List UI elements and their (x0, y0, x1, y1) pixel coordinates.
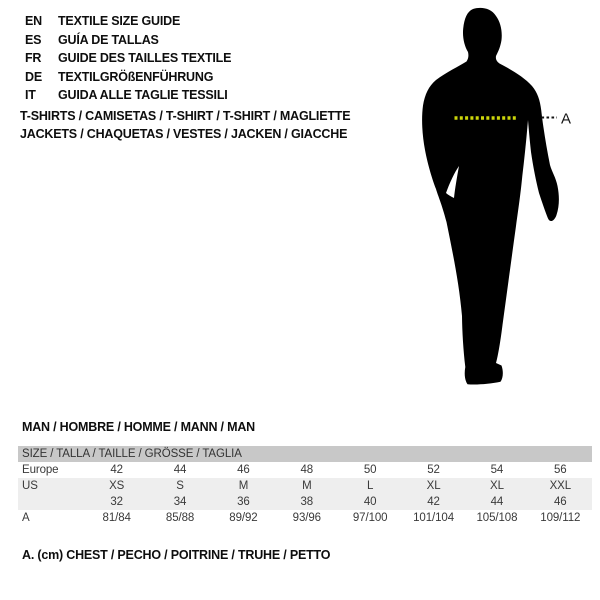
language-label: GUIDE DES TAILLES TEXTILE (58, 51, 232, 66)
row-label: US (22, 480, 38, 492)
size-value-cell: 109/112 (540, 512, 581, 524)
size-value-cell: XS (109, 480, 125, 492)
language-code: IT (25, 88, 36, 103)
size-value-cell: 56 (554, 464, 567, 476)
size-value-cell: 42 (110, 464, 123, 476)
footnote-chest: A. (cm) CHEST / PECHO / POITRINE / TRUHE / PETTO (22, 548, 331, 562)
man-silhouette (422, 8, 559, 385)
size-value-cell: 48 (300, 464, 314, 476)
size-value-cell: 52 (427, 464, 440, 476)
size-value-cell: 32 (110, 496, 123, 508)
language-code: ES (25, 32, 42, 47)
size-value-cell: 93/96 (292, 512, 321, 524)
language-row-es (25, 31, 231, 50)
size-value-cell: 50 (363, 464, 377, 476)
language-label: TEXTILGRÖßENFÜHRUNG (58, 69, 214, 84)
language-code: DE (25, 69, 42, 84)
size-value-cell: 105/108 (476, 512, 518, 524)
table-row (18, 462, 592, 478)
size-value-cell: 44 (490, 496, 504, 508)
size-value-cell: 101/104 (413, 512, 454, 524)
size-value-cell: XXL (549, 480, 572, 492)
size-value-cell: XL (490, 480, 504, 492)
category-line-tshirts: T-SHIRTS / CAMISETAS / T-SHIRT / T-SHIRT / MAGLIETTE (20, 109, 351, 123)
table-row (18, 478, 592, 494)
size-value-cell: 97/100 (352, 512, 388, 524)
size-value-cell: M (238, 480, 249, 492)
size-value-cell: 81/84 (102, 512, 131, 524)
section-title-man: MAN / HOMBRE / HOMME / MANN / MAN (22, 420, 255, 434)
size-value-cell: M (302, 480, 312, 492)
size-value-cell: 54 (490, 464, 504, 476)
size-value-cell: 36 (237, 496, 250, 508)
row-label: Europe (22, 464, 59, 476)
size-value-cell: L (367, 480, 374, 492)
category-line-jackets: JACKETS / CHAQUETAS / VESTES / JACKEN / GIACCHE (20, 127, 348, 141)
size-value-cell: 44 (173, 464, 187, 476)
size-value-cell: S (176, 480, 184, 492)
language-row-it (25, 86, 231, 105)
size-value-cell: 46 (237, 464, 250, 476)
size-value-cell: XL (426, 480, 441, 492)
size-value-cell: 42 (427, 496, 440, 508)
garment-categories (20, 107, 350, 143)
language-row-en (25, 12, 231, 31)
language-label: GUIDA ALLE TAGLIE TESSILI (58, 88, 228, 103)
language-code: FR (25, 51, 42, 66)
table-row (18, 510, 592, 526)
size-table (18, 446, 592, 526)
size-value-cell: 38 (300, 496, 314, 508)
measure-label-a: A (561, 110, 572, 128)
table-row (18, 494, 592, 510)
language-label: GUÍA DE TALLAS (58, 32, 159, 47)
language-row-de (25, 68, 231, 87)
language-label: TEXTILE SIZE GUIDE (58, 14, 181, 28)
size-value-cell: 34 (173, 496, 187, 508)
row-label: A (22, 512, 30, 524)
size-table-rows (18, 462, 592, 526)
size-table-header: SIZE / TALLA / TAILLE / GRÖSSE / TAGLIA (18, 446, 592, 462)
language-guide-list (25, 12, 231, 105)
size-value-cell: 85/88 (165, 512, 195, 524)
size-value-cell: 46 (554, 496, 567, 508)
man-silhouette-figure (395, 0, 600, 400)
row-label (18, 494, 85, 510)
language-row-fr (25, 49, 231, 68)
size-value-cell: 40 (363, 496, 377, 508)
size-value-cell: 89/92 (229, 512, 258, 524)
language-code: EN (25, 14, 42, 28)
